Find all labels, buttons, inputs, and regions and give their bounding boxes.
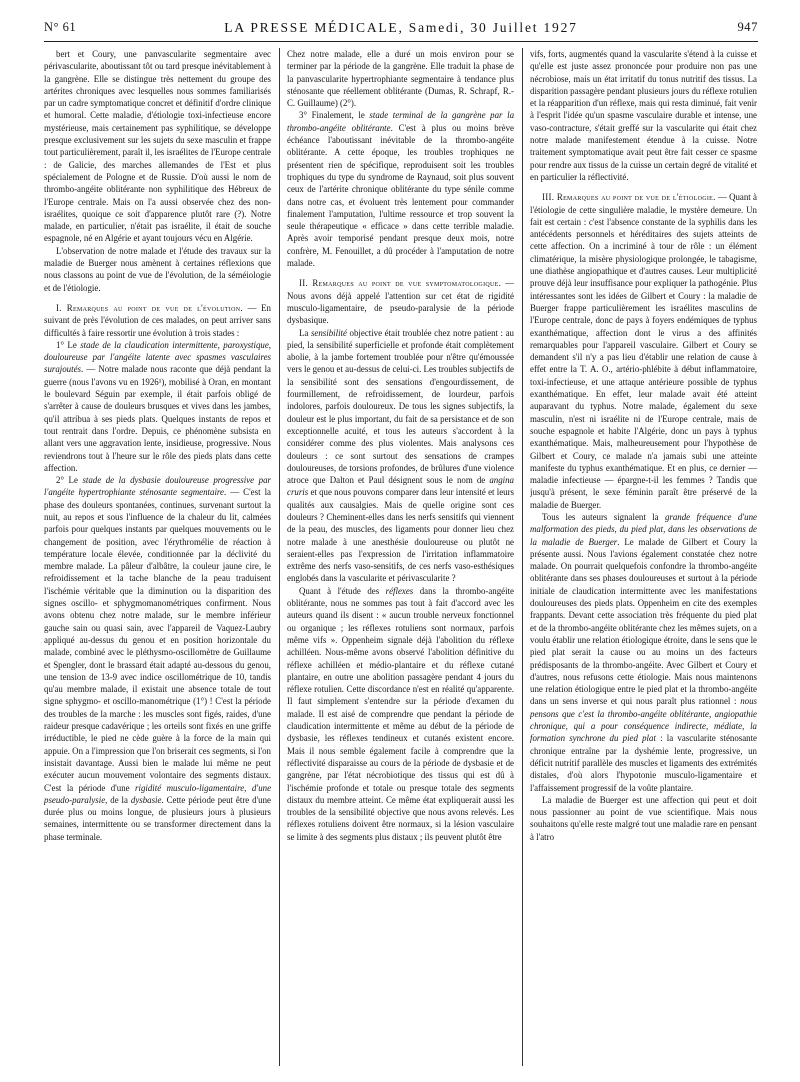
- paragraph: [44, 302, 271, 339]
- body-text: 3° Finalement, le: [299, 110, 370, 121]
- paragraph: [530, 191, 757, 511]
- section-heading: III. Remarques au point de vue de l'étiologie.: [542, 192, 716, 203]
- column-separator: [522, 48, 523, 1066]
- body-text: : la vascularite sténosante chronique entraîne par la dyshémie lente, progressive, un déficit nutritif parallèle des muscles et ligaments des extrémités distales, d'où alors l'hypotonie musculo-ligamentaire et l'affaissement progressif de la voûte plantaire.: [530, 733, 757, 793]
- body-text: — Nous avons déjà appelé l'attention sur cet état de rigidité musculo-ligamentaire, de pseudo-paralysie de la période dysbasique.: [287, 278, 514, 326]
- paragraph: [287, 109, 514, 269]
- paragraph: [44, 339, 271, 474]
- body-text: . — C'est la phase des douleurs spontanées, continues, survenant surtout la nuit, au repos et sous l'influence de la chaleur du lit, calmées parfois pour quelques instants par quelques mouvements ou le changement de position, avec l'érythromélie de réaction à température locale élevée, conditionnée par la déclivité du membre malade. La pâleur d'albâtre, la couleur jaune cire, le refroidissement et la tache blanche de la peau traduisent l'ischémie véritable que la diminution ou la disparition des signes oscillo- et sphygmomanométriques confirment. Nous avons obtenu chez notre malade, sur le membre inférieur gauche sain ou quasi sain, avec l'appareil de Vaquez-Laubry appliqué au-dessus du genou et en position horizontale du malade, combiné avec le pléthysmo-oscillomètre de Guillaume et Spengler, dont le brassard était adapté au-dessous du genou, une tension de 13-9 avec indice oscillométrique de 10, tandis qu'au membre malade, il existait une absence totale de tout signe sphygmo- et oscillo-manométrique (1°) ! C'est la période des troubles de la marche : les muscles sont figés, raides, d'une raideur presque cadavérique ; les orteils sont fixés en une griffe irréductible, le pied ne cède guère à la force de la main qui appuie. On a l'impression que l'on briserait ces segments, si l'on insistait davantage. Aussi bien le malade lui même ne peut exécuter aucun mouvement volontaire des segments distaux. C'est la période d'une: [44, 487, 271, 793]
- body-text: — Quant à l'étiologie de cette singulière maladie, le mystère demeure. Un fait est certain : c'est l'absence constante de la syphilis dans les antécédents personnels et héréditaires des sujets atteints de cette affection. On a incriminé à tour de rôle : un élément climatérique, la misère physiologique prolongée, le tabagisme, une diathèse angiopathique et d'autres causes. Leur multiplicité prouve déjà leur insuffisance pour expliquer la pathogénie. Plus intéressantes sont les idées de Gilbert et Coury : la maladie de Buerger frappe particulièrement les israélites masculins de l'Europe centrale, donc de pays à foyers endémiques de typhus exanthématique, affection dont le virus a des affinités remarquables pour l'appareil vasculaire. Gilbert et Coury se demandent s'il n'y a pas lieu d'établir une relation de cause à effet entre la T. A. O., artério-phlébite à début inflammatoire, toxi-infectieuse, et une attaque antérieure possible de typhus exanthématique. En effet, leur malade avait été atteint auparavant du typhus. Notre malade, également du sexe masculin, n'est ni israélite ni de l'Europe centrale, mais de souche espagnole et habite l'Algérie, donc un pays à typhus exanthématique. Mais, malheureusement pour l'hypothèse de Gilbert et Coury, ce malade n'a jamais subi une atteinte manifeste du typhus exanthématique. Et en plus, ce dernier — maladie infectieuse — épargne-t-il les femmes ? Tandis que jusqu'à présent, le sexe féminin paraît être préservé de la maladie de Buerger.: [530, 192, 757, 510]
- column-2: [287, 48, 514, 1070]
- running-header: [44, 20, 758, 38]
- body-text: . C'est à plus ou moins brève échéance l'aboutissant inévitable de la thrombo-angéite oblitérante. A cette époque, les troubles trophiques ne présentent rien de spécifique, reproduisent soit les troubles trophiques du type du syndrome de Raynaud, soit plus souvent ceux de l'artérite chronique oblitérante du type sénile comme dans notre cas, et évoluent très lentement pour commander finalement l'amputation, l'ultime ressource et trop souvent la seule thérapeutique « efficace » dans cette terrible maladie. Après avoir temporisé pendant presque deux mois, notre confrère, M. Fenouillet, a dû procéder à l'amputation de notre malade.: [287, 122, 514, 269]
- body-text: Chez notre malade, elle a duré un mois environ pour se terminer par la période de la gangrène. Elle traduit la phase de la panvascularite hypertrophiante segmentaire à tendance plus sténosante que réellement oblitérante (Dumas, R. Schrapf, R.-C. Guillaume) (2°).: [287, 49, 514, 109]
- paragraph: [530, 48, 757, 183]
- issue-number: N° 61: [44, 20, 77, 34]
- paragraph: [530, 511, 757, 794]
- italic-text: réflexes: [385, 585, 414, 596]
- italic-text: stade terminal de la gangrène par la thrombo-angéite oblitérante: [287, 110, 514, 133]
- body-text: 2° Le: [56, 475, 83, 486]
- italic-text: nous pensons que c'est la thrombo-angéite oblitérante, angiopathie chronique, qui a pour conséquence indirecte, médiate, la formation synchrone du pied plat: [530, 696, 757, 744]
- paragraph: [287, 327, 514, 585]
- section-heading: I. Remarques au point de vue de l'évolution.: [56, 302, 243, 313]
- paragraph: [44, 474, 271, 843]
- paragraph: [44, 245, 271, 294]
- journal-title: LA PRESSE MÉDICALE, Samedi, 30 Juillet 1927: [224, 20, 578, 35]
- article-body: [44, 48, 758, 1070]
- italic-text: grande fréquence d'une malformation des pieds, du pied plat, dans les observations de la maladie de Buerger: [530, 511, 757, 547]
- paragraph: [287, 585, 514, 843]
- body-text: . Cette période peut être d'une durée plus ou moins longue, de plusieurs jours à plusieurs semaines, intermittente ou se transformer directement dans la phase terminale.: [44, 794, 271, 842]
- body-text: . — Notre malade nous raconte que déjà pendant la guerre (nous l'avons vu en 1926¹), mobilisé à Oran, en montant le boulevard Séguin par exemple, il était parfois obligé de s'arrêter à cause de douleurs brusques et vives dans les jambes, qu'il attribua à ses pieds plats. Quelques instants de repos et tout rentrait dans l'ordre. Depuis, ce phénomène subsista en allant vers une aggravation lente, insidieuse, progressive. Nous reviendrons tout à l'heure sur le rôle des pieds plats dans cette affection.: [44, 364, 271, 473]
- paragraph: [530, 794, 757, 843]
- body-text: . Le malade de Gilbert et Coury la présente aussi. Nous l'avions également constatée chez notre malade. On pourrait quelquefois confondre la thrombo-angéite oblitérante dans ses phases douloureuses et surtout à la période initiale de claudication intermittente avec les manifestations douloureuses des pieds plats. Oppenheim en cite des exemples frappants. Devant cette association très fréquente du pied plat et de la thrombo-angéite oblitérante chez les mêmes sujets, on a voulu établir une relation étiologique étroite, dans le sens que le pied plat serait la cause ou au moins un des facteurs prédisposants de la thrombo-angéite. Avec Gilbert et Coury et d'autres, nous refusons cette étiologie. Mais nous maintenons une relation étiologique entre le pied plat et la thrombo-angéite dans un sens inverse et qui nous paraît plus rationnel :: [530, 536, 757, 707]
- body-text: dans la thrombo-angéite oblitérante, nous ne sommes pas tout à fait d'accord avec les auteurs quand ils disent : « aucun trouble nerveux fonctionnel ou organique ; les réflexes rotuliens sont normaux, parfois même vifs ». Oppenheim signale déjà l'abolition du réflexe achilléen. Nous-même avons observé l'abolition définitive du réflexe achilléen et médio-plantaire et du réflexe cutané plantaire, en outre une abolition passagère pendant 4 jours du réflexe rotulien. Cette discordance n'est en réalité qu'apparente. Il faut simplement s'entendre sur la période d'examen du malade. Il est aisé de comprendre que pendant la période de claudication intermittente et même au début de la période de dysbasie, les réflexes tendineux et cutanés existent encore. Mais il nous semble également facile à comprendre que la réflectivité disparaisse au cours de la période de dysbasie et de gangrène, par l'état nécrobiotique des tissus qui est dû à l'ischémie profonde et totale ou presque totale des segments distaux du membre atteint. Ce même état expliquerait aussi les troubles de la sensibilité objective que nous avons relevés. Les réflexes rotuliens doivent être normaux, si la lésion vasculaire se limite à des segments plus distaux ; ils peuvent plutôt être: [287, 585, 514, 842]
- italic-text: rigidité musculo-ligamentaire, d'une pseudo-paralysie: [44, 782, 271, 805]
- body-text: vifs, forts, augmentés quand la vascularite s'étend à la cuisse et qu'elle est juste assez prononcée pour produire non pas une nécrobiose, mais un état irritatif du tonus nutritif des tissus. La disparition passagère pendant plusieurs jours du réflexe rotulien et la réapparition d'un réflexe, mais qui resta diminué, fait venir à l'esprit l'idée qu'un spasme vasculaire durable et intense, une vaso-contracture, s'était greffé sur la vascularite qui était chez notre malade manifestement étendue à la cuisse. Notre traitement symptomatique avait peut être fait cesser ce spasme pour rendre aux tissus de la cuisse un certain degré de vitalité et en particulier la réflectivité.: [530, 49, 757, 182]
- header-rule: [44, 41, 758, 42]
- body-text: L'observation de notre malade et l'étude des travaux sur la maladie de Buerger nous amènent à certaines réflexions que nous classons au point de vue de l'évolution, de la séméiologie et de l'étiologie.: [44, 245, 271, 293]
- body-text: , de la: [105, 794, 131, 805]
- body-text: La maladie de Buerger est une affection qui peut et doit nous passionner au point de vue scientifique. Mais nous souhaitons qu'elle reste malgré tout une maladie rare en pensant à l'atro: [530, 794, 757, 842]
- italic-text: dysbasie: [130, 794, 162, 805]
- paragraph: [44, 48, 271, 245]
- body-text: Tous les auteurs signalent la: [542, 511, 665, 522]
- italic-text: angina cruris: [287, 475, 514, 498]
- column-3: [530, 48, 757, 1070]
- body-text: objective était troublée chez notre patient : au pied, la sensibilité superficielle et profonde était complètement abolie, à la jambe fortement troublée pour n'être qu'émoussée vers le genou et au-dessus de celui-ci. Les troubles subjectifs de la sensibilité sont des sensations d'engourdissement, de fourmillement, de refroidissement, de lourdeur, parfois indolores, parfois douloureux. De tous les signes subjectifs, la douleur est le plus important, du fait de sa persistance et de son exceptionnelle acuité, et tous les auteurs s'accordent à la considérer comme des plus violentes. Mais analysons ces douleurs : ce sont surtout des sensations de crampes douloureuses, de torsions profondes, de brûlures d'une violence atroce que Dalton et Paul désignent sous le nom de: [287, 327, 514, 486]
- body-text: bert et Coury, une panvascularite segmentaire avec périvascularite, aboutissant tôt ou tard presque inévitablement à la gangrène. Elle se distingue très nettement du groupe des artérites chroniques avec lesquelles nous sommes familiarisés par un cadre symptomatique concret et définitif d'ordre clinique et humoral. Cette maladie, d'étiologie toxi-infectieuse encore mystérieuse, mais certainement pas syphilitique, se développe presque exclusivement sur les sujets du sexe masculin et frappe tout particulièrement, paraît il, les israélites de l'Europe centrale : de Galicie, des marches allemandes de l'Est et plus spécialement de Pologne et de Russie. D'où aussi le nom de thrombo-angéite oblitérante non syphilitique des Hébreux de l'Europe centrale. Mais on l'a aussi observée chez des non-israélites, quoique ce soit d'apparence plutôt rare (?). Notre malade, en particulier, n'était pas israélite, il était de souche espagnole, né en Algérie et ayant toujours vécu en Algérie.: [44, 49, 271, 244]
- body-text: La: [299, 327, 311, 338]
- italic-text: stade de la claudication intermittente, paroxystique, douloureuse par l'angéite latente avec spasmes vasculaires surajoutés: [44, 339, 271, 375]
- column-1: [44, 48, 271, 1070]
- body-text: Quant à l'étude des: [299, 585, 386, 596]
- italic-text: stade de la dysbasie douloureuse progressive par l'angéite hypertrophiante sténosante segmentaire: [44, 475, 271, 498]
- italic-text: sensibilité: [310, 327, 347, 338]
- body-text: 1° Le: [56, 339, 81, 350]
- body-text: et que nous pouvons comparer dans leur intensité et leurs qualités aux causalgies. Mais de quelle origine sont ces douleurs ? Cheminent-elles dans les nerfs sensitifs qui viennent de la peau, des muscles, des ligaments pour donner lieu chez notre malade à une anesthésie douloureuse ou plutôt ne seraient-elles pas l'expression de l'irritation inflammatoire extrême des nerfs vaso-sensitifs, de ces nerfs vaso-esthésiques englobés dans la vascularite et périvascularite ?: [287, 487, 514, 584]
- paragraph: [287, 48, 514, 109]
- body-text: — En suivant de près l'évolution de ces malades, on peut arriver sans difficultés à faire ressortir une évolution à trois stades :: [44, 302, 271, 338]
- page-number: 947: [737, 20, 758, 34]
- section-heading: II. Remarques au point de vue symptomatologique.: [299, 278, 502, 289]
- column-separator: [279, 48, 280, 1066]
- paragraph: [287, 277, 514, 326]
